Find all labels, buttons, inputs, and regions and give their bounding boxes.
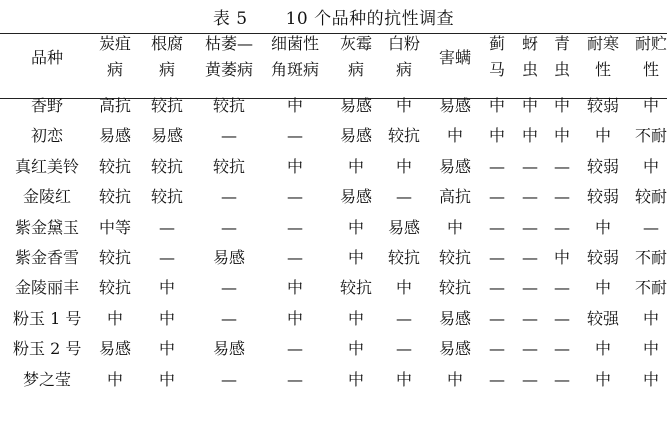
table-cell: 中 [447,369,464,389]
table-cell: 较耐 [635,187,667,207]
table-cell: 中 [287,96,304,115]
column-header: 炭疽 [99,34,132,53]
table-cell: 较抗 [151,156,184,176]
table-cell: — [522,308,538,328]
table-cell: 易感 [99,126,132,146]
table-cell: — [554,187,570,207]
variety-name-cell: 粉玉 1 号 [13,308,82,328]
table-cell: 中 [554,126,571,146]
variety-name-cell: 香野 [31,96,64,115]
table-cell: 中 [348,217,365,237]
variety-name-cell: 初恋 [31,126,64,146]
table-cell: 较抗 [213,156,246,176]
table-cell: 中 [159,339,176,359]
table-cell: — [489,248,505,267]
table-cell: 中 [287,308,304,328]
table-cell: 不耐 [635,126,667,146]
column-header: 角斑病 [271,60,320,79]
table-cell: — [489,278,505,298]
table-cell: 中 [595,278,612,298]
table-cell: — [221,308,237,328]
table-cell: — [221,126,237,146]
column-header: 白粉 [388,34,421,53]
table-cell: 中 [348,308,365,328]
column-header: 病 [396,60,413,79]
table-cell: 较抗 [388,126,421,146]
table-cell: 较弱 [587,187,620,207]
table-cell: 中 [348,156,365,176]
table-cell: 中 [348,369,365,389]
table-cell: — [522,217,538,237]
column-header: 性 [595,60,612,79]
table-cell: — [554,217,570,237]
table-cell: 不耐 [635,248,667,267]
table-cell: 高抗 [439,187,472,207]
table-cell: 中 [287,156,304,176]
column-header: 青 [554,34,571,53]
table-cell: — [554,308,570,328]
table-cell: 易感 [340,126,373,146]
table-cell: — [522,187,538,207]
table-cell: 中 [396,96,413,115]
table-cell: 易感 [439,156,472,176]
table-cell: 中 [447,217,464,237]
table-cell: — [287,339,303,359]
table-cell: — [522,156,538,176]
column-header: 耐贮 [635,34,667,53]
column-header: 枯萎— [205,34,254,53]
table-cell: 易感 [340,96,373,115]
table-cell: 中 [348,248,365,267]
table-cell: — [396,187,412,207]
variety-name-cell: 真红美铃 [15,156,80,176]
table-cell: — [396,339,412,359]
table-cell: — [554,156,570,176]
table-cell: — [221,369,237,389]
table-cell: 中 [348,339,365,359]
table-cell: 易感 [213,248,246,267]
table-cell: 中 [595,126,612,146]
table-cell: 中 [554,96,571,115]
table-cell: 较抗 [151,96,184,115]
table-cell: 中 [643,156,660,176]
variety-name-cell: 紫金香雪 [15,248,80,267]
table-cell: 中 [396,156,413,176]
column-header: 害螨 [439,48,472,67]
table-cell: — [287,369,303,389]
table-cell: — [489,339,505,359]
table-cell: — [522,278,538,298]
column-header: 黄萎病 [205,60,254,79]
table-cell: — [221,217,237,237]
table-title: 10 个品种的抗性调查 [285,9,455,29]
table-cell: 中等 [99,217,132,237]
variety-name-cell: 紫金黛玉 [15,217,80,237]
table-cell: 较抗 [151,187,184,207]
table-cell: — [554,278,570,298]
table-cell: 中 [489,126,506,146]
table-cell: — [287,187,303,207]
table-cell: — [287,126,303,146]
table-cell: 中 [107,308,124,328]
table-cell: 易感 [151,126,184,146]
table-cell: — [489,369,505,389]
table-cell: 易感 [439,308,472,328]
table-cell: 中 [489,96,506,115]
table-cell: — [522,248,538,267]
table-cell: — [221,278,237,298]
table-cell: — [522,339,538,359]
column-header: 蚜 [522,34,539,53]
table-cell: 较抗 [99,187,132,207]
table-cell: 中 [447,126,464,146]
table-cell: — [287,217,303,237]
table-number: 表 5 [212,9,248,29]
table-cell: 中 [159,308,176,328]
table-cell: 中 [396,369,413,389]
table-cell: — [221,187,237,207]
table-cell: 中 [643,339,660,359]
table-cell: 较强 [587,308,620,328]
table-cell: 易感 [439,339,472,359]
table-cell: 较抗 [213,96,246,115]
table-cell: — [554,369,570,389]
table-cell: 中 [159,278,176,298]
column-header: 根腐 [151,34,184,53]
column-header: 品种 [31,48,64,67]
table-cell: 较抗 [439,278,472,298]
table-cell: — [489,308,505,328]
variety-name-cell: 金陵丽丰 [15,278,80,298]
table-cell: 中 [287,278,304,298]
table-cell: — [159,248,175,267]
table-cell: 中 [522,96,539,115]
table-cell: 较抗 [388,248,421,267]
variety-name-cell: 梦之莹 [23,369,72,389]
table-cell: 易感 [213,339,246,359]
table-caption [0,4,667,29]
table-cell: — [554,339,570,359]
column-header: 病 [159,60,176,79]
table-cell: — [396,308,412,328]
table-cell: 中 [595,339,612,359]
table-cell: 中 [643,308,660,328]
table-cell: — [643,217,659,237]
column-header: 性 [643,60,660,79]
column-header: 病 [107,60,124,79]
table-cell: — [287,248,303,267]
table-cell: 中 [396,278,413,298]
table-cell: 较抗 [99,248,132,267]
table-cell: 高抗 [99,96,132,115]
column-header: 马 [489,60,506,79]
table-cell: — [159,217,175,237]
column-header: 虫 [522,60,539,79]
column-header: 病 [348,60,365,79]
table-cell: 较抗 [99,278,132,298]
variety-name-cell: 金陵红 [23,187,72,207]
table-cell: 中 [159,369,176,389]
table-cell: 较抗 [99,156,132,176]
table-cell: 易感 [388,217,421,237]
table-cell: 中 [107,369,124,389]
table-cell: 易感 [99,339,132,359]
table-cell: 较弱 [587,248,620,267]
table-cell: 较抗 [340,278,373,298]
table-cell: 中 [595,369,612,389]
table-cell: — [489,187,505,207]
table-cell: 易感 [439,96,472,115]
variety-name-cell: 粉玉 2 号 [13,339,82,359]
table-cell: 较弱 [587,96,620,115]
table-cell: — [489,217,505,237]
column-header: 蓟 [489,34,506,53]
table-cell: — [489,156,505,176]
table-cell: 中 [595,217,612,237]
column-header: 耐寒 [587,34,620,53]
column-header: 灰霉 [340,34,373,53]
table-cell: 中 [554,248,571,267]
table-cell: 较抗 [439,248,472,267]
column-header: 虫 [554,60,571,79]
column-header: 细菌性 [271,34,320,53]
table-cell: 易感 [340,187,373,207]
table-cell: — [522,369,538,389]
table-cell: 不耐 [635,278,667,298]
table-cell: 中 [522,126,539,146]
table-cell: 中 [643,369,660,389]
table-cell: 中 [643,96,660,115]
table-cell: 较弱 [587,156,620,176]
